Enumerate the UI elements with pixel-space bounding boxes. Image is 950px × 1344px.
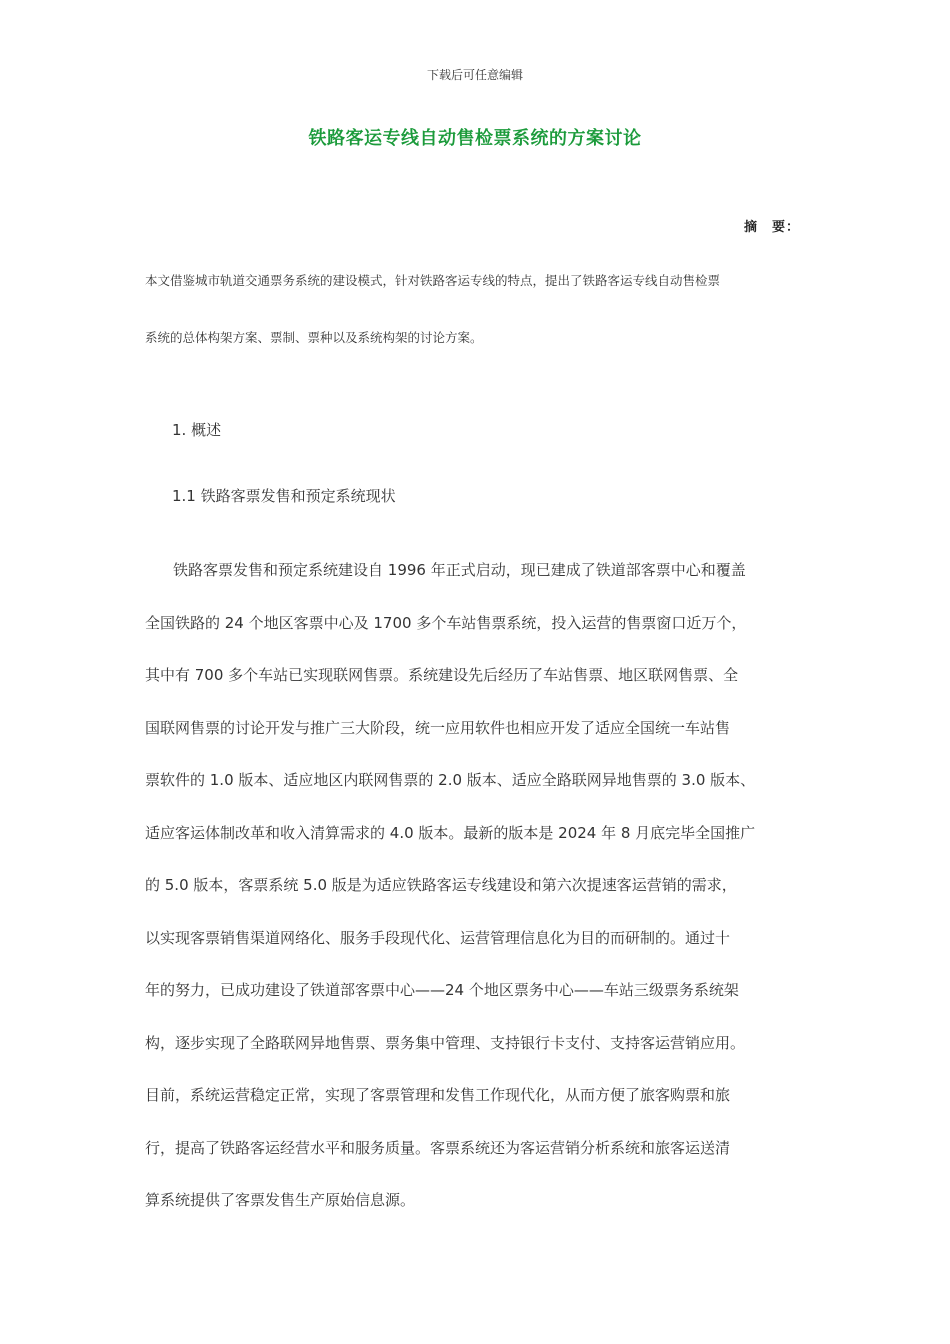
paragraph-line: 其中有 700 多个车站已实现联网售票。系统建设先后经历了车站售票、地区联网售票、全 bbox=[145, 666, 739, 684]
paragraph-line: 以实现客票销售渠道网络化、服务手段现代化、运营管理信息化为目的而研制的。通过十 bbox=[145, 928, 731, 947]
paragraph-line: 适应客运体制改革和收入清算需求的 4.0 版本。最新的版本是 2024 年 8 月底完毕全国推广 bbox=[145, 823, 756, 842]
paragraph-line: 目前，系统运营稳定正常，实现了客票管理和发售工作现代化，从而方便了旅客购票和旅 bbox=[145, 1086, 731, 1104]
paragraph-line: 的 5.0 版本，客票系统 5.0 版是为适应铁路客运专线建设和第六次提速客运营销的需求， bbox=[145, 876, 737, 894]
abstract-line: 本文借鉴城市轨道交通票务系统的建设模式，针对铁路客运专线的特点，提出了铁路客运专线自动售检票 bbox=[145, 273, 721, 288]
document-title: 铁路客运专线自动售检票系统的方案讨论 bbox=[308, 128, 642, 149]
paragraph-line: 全国铁路的 24 个地区客票中心及 1700 多个车站售票系统，投入运营的售票窗口近万个， bbox=[145, 613, 747, 632]
paragraph-line: 行，提高了铁路客运经营水平和服务质量。客票系统还为客运营销分析系统和旅客运送清 bbox=[145, 1138, 731, 1157]
body-paragraph bbox=[145, 544, 810, 1227]
section-heading-1: 1. 概述 bbox=[172, 421, 222, 439]
paragraph-line: 国联网售票的讨论开发与推广三大阶段，统一应用软件也相应开发了适应全国统一车站售 bbox=[145, 718, 731, 737]
header-note: 下载后可任意编辑 bbox=[426, 68, 523, 82]
abstract-label: 摘 要： bbox=[743, 220, 800, 235]
abstract-text bbox=[145, 252, 810, 366]
paragraph-line: 铁路客票发售和预定系统建设自 1996 年正式启动，现已建成了铁道部客票中心和覆盖 bbox=[173, 561, 746, 579]
abstract-line: 系统的总体构架方案、票制、票种以及系统构架的讨论方案。 bbox=[145, 330, 483, 345]
paragraph-line: 算系统提供了客票发售生产原始信息源。 bbox=[145, 1191, 416, 1209]
paragraph-line: 票软件的 1.0 版本、适应地区内联网售票的 2.0 版本、适应全路联网异地售票的 3.0 版本、 bbox=[145, 771, 756, 789]
paragraph-line: 构，逐步实现了全路联网异地售票、票务集中管理、支持银行卡支付、支持客运营销应用。 bbox=[145, 1033, 746, 1052]
section-heading-1-1: 1.1 铁路客票发售和预定系统现状 bbox=[172, 487, 396, 505]
paragraph-line: 年的努力，已成功建设了铁道部客票中心——24 个地区票务中心——车站三级票务系统架 bbox=[145, 981, 739, 999]
